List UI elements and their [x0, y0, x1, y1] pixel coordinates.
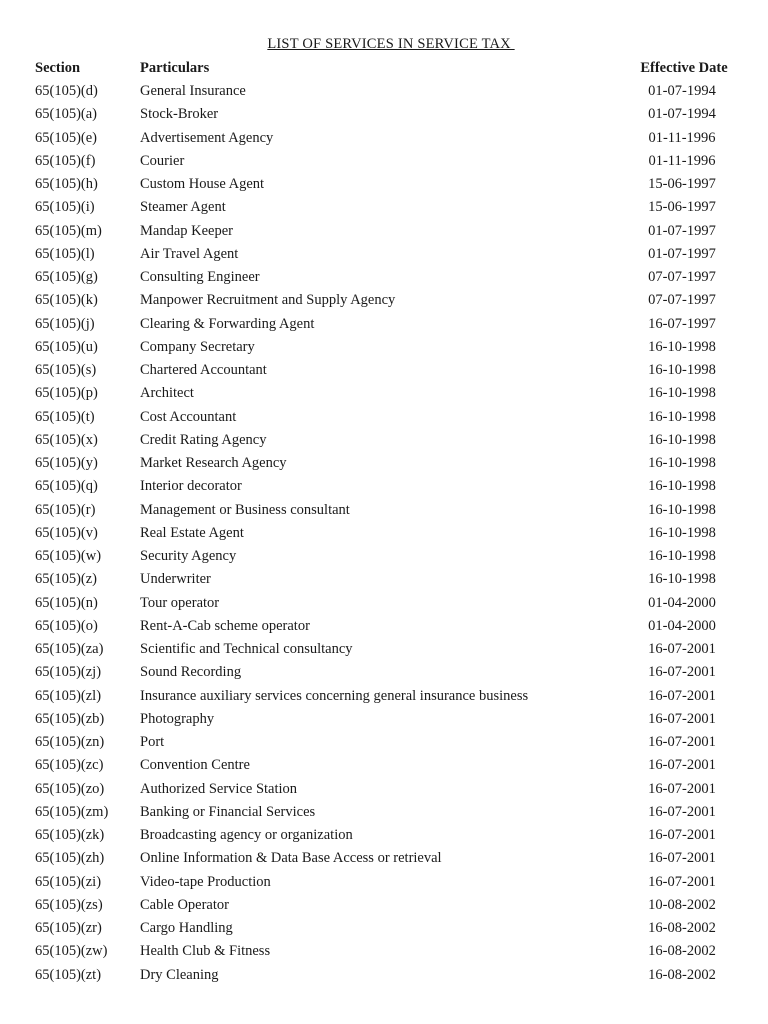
row-effective-date: 16-08-2002	[648, 920, 716, 936]
row-effective-date: 16-10-1998	[648, 431, 716, 448]
row-section: 65(105)(g)	[35, 269, 98, 285]
table-row	[0, 292, 768, 312]
table-row	[0, 83, 768, 103]
row-section: 65(105)(zw)	[35, 943, 108, 960]
table-row	[0, 246, 768, 266]
table-row	[0, 850, 768, 870]
row-effective-date: 16-07-2001	[648, 803, 716, 820]
table-row	[0, 804, 768, 824]
header-effective-date: Effective Date	[640, 60, 728, 76]
table-row	[0, 618, 768, 638]
row-section: 65(105)(zk)	[35, 827, 105, 843]
document-title: LIST OF SERVICES IN SERVICE TAX	[267, 36, 515, 52]
row-particulars: Health Club & Fitness	[140, 943, 271, 960]
row-effective-date: 01-04-2000	[648, 617, 716, 634]
row-section: 65(105)(n)	[35, 594, 98, 611]
row-particulars: Scientific and Technical consultancy	[140, 641, 353, 657]
row-effective-date: 01-07-1994	[648, 106, 716, 123]
row-effective-date: 16-10-1998	[648, 408, 716, 425]
row-section: 65(105)(p)	[35, 385, 98, 402]
row-particulars: Tour operator	[140, 594, 220, 611]
table-row	[0, 664, 768, 684]
table-row	[0, 223, 768, 243]
row-particulars: Air Travel Agent	[140, 245, 239, 262]
header-section: Section	[35, 60, 81, 76]
row-effective-date: 15-06-1997	[648, 199, 716, 216]
table-row	[0, 711, 768, 731]
row-effective-date: 10-08-2002	[648, 896, 716, 913]
table-row	[0, 641, 768, 661]
row-particulars: Mandap Keeper	[140, 222, 233, 239]
row-effective-date: 16-07-2001	[648, 757, 716, 774]
row-section: 65(105)(o)	[35, 617, 98, 634]
row-section: 65(105)(z)	[35, 571, 98, 588]
row-effective-date: 07-07-1997	[648, 269, 716, 285]
row-particulars: Insurance auxiliary services concerning general insurance business	[140, 687, 529, 704]
row-particulars: Video-tape Production	[140, 873, 271, 890]
row-particulars: Steamer Agent	[140, 199, 226, 216]
row-effective-date: 16-10-1998	[648, 548, 716, 564]
row-particulars: Online Information & Data Base Access or retrieval	[140, 850, 442, 867]
row-particulars: Custom House Agent	[140, 176, 265, 192]
row-effective-date: 07-07-1997	[648, 292, 716, 309]
row-particulars: Market Research Agency	[140, 455, 287, 471]
row-effective-date: 16-10-1998	[648, 385, 716, 402]
row-effective-date: 16-07-2001	[648, 687, 716, 704]
table-row	[0, 409, 768, 429]
row-particulars: Port	[140, 734, 165, 750]
row-section: 65(105)(y)	[35, 455, 98, 471]
row-effective-date: 16-10-1998	[648, 524, 716, 541]
table-row	[0, 153, 768, 173]
row-particulars: Broadcasting agency or organization	[140, 827, 353, 843]
table-row	[0, 385, 768, 405]
table-row	[0, 525, 768, 545]
row-particulars: Credit Rating Agency	[140, 431, 267, 448]
row-effective-date: 15-06-1997	[648, 176, 716, 192]
row-particulars: Management or Business consultant	[140, 501, 350, 518]
row-effective-date: 16-10-1998	[648, 501, 716, 518]
row-particulars: Photography	[140, 710, 215, 727]
row-effective-date: 16-10-1998	[648, 478, 716, 495]
row-particulars: Real Estate Agent	[140, 524, 244, 541]
row-particulars: Cost Accountant	[140, 408, 237, 425]
table-row	[0, 199, 768, 219]
row-section: 65(105)(zb)	[35, 710, 105, 727]
row-effective-date: 16-07-2001	[648, 734, 716, 750]
row-section: 65(105)(u)	[35, 338, 98, 355]
row-section: 65(105)(i)	[35, 199, 95, 216]
table-row	[0, 502, 768, 522]
table-row	[0, 478, 768, 498]
row-section: 65(105)(zs)	[35, 896, 103, 913]
table-row	[0, 827, 768, 847]
row-particulars: Company Secretary	[140, 338, 255, 355]
row-particulars: Banking or Financial Services	[140, 803, 316, 820]
row-section: 65(105)(e)	[35, 129, 98, 146]
row-section: 65(105)(m)	[35, 222, 102, 239]
row-section: 65(105)(zi)	[35, 873, 102, 890]
row-effective-date: 16-07-2001	[648, 664, 716, 681]
row-section: 65(105)(s)	[35, 362, 97, 378]
table-row	[0, 688, 768, 708]
row-particulars: Rent-A-Cab scheme operator	[140, 617, 310, 634]
table-row	[0, 571, 768, 591]
row-section: 65(105)(f)	[35, 152, 96, 169]
row-particulars: Consulting Engineer	[140, 269, 260, 285]
row-section: 65(105)(q)	[35, 478, 98, 495]
table-row	[0, 339, 768, 359]
row-section: 65(105)(x)	[35, 431, 98, 448]
row-particulars: Underwriter	[140, 571, 211, 588]
row-section: 65(105)(a)	[35, 106, 98, 123]
row-effective-date: 16-08-2002	[648, 966, 716, 983]
table-row	[0, 943, 768, 963]
row-particulars: Courier	[140, 152, 185, 169]
row-effective-date: 16-07-2001	[648, 827, 716, 843]
row-section: 65(105)(v)	[35, 524, 98, 541]
table-row	[0, 967, 768, 987]
row-effective-date: 01-11-1996	[648, 152, 716, 169]
row-particulars: Stock-Broker	[140, 106, 219, 123]
table-row	[0, 595, 768, 615]
row-section: 65(105)(h)	[35, 176, 98, 192]
row-section: 65(105)(t)	[35, 408, 95, 425]
row-effective-date: 01-11-1996	[648, 129, 716, 146]
row-particulars: Cargo Handling	[140, 920, 233, 936]
row-effective-date: 16-07-2001	[648, 780, 716, 797]
row-particulars: Convention Centre	[140, 757, 250, 774]
table-row	[0, 548, 768, 568]
row-effective-date: 16-10-1998	[648, 362, 716, 378]
row-particulars: Security Agency	[140, 548, 237, 564]
row-section: 65(105)(zh)	[35, 850, 105, 867]
row-section: 65(105)(zm)	[35, 803, 109, 820]
row-effective-date: 16-08-2002	[648, 943, 716, 960]
row-particulars: Interior decorator	[140, 478, 242, 495]
row-particulars: Dry Cleaning	[140, 966, 219, 983]
table-row	[0, 176, 768, 196]
row-section: 65(105)(d)	[35, 83, 98, 99]
table-row	[0, 455, 768, 475]
table-row	[0, 130, 768, 150]
row-effective-date: 16-10-1998	[648, 571, 716, 588]
row-section: 65(105)(zt)	[35, 966, 102, 983]
table-row	[0, 920, 768, 940]
header-particulars: Particulars	[140, 60, 210, 76]
row-particulars: Architect	[140, 385, 194, 402]
table-row	[0, 316, 768, 336]
table-row	[0, 734, 768, 754]
row-effective-date: 16-07-2001	[648, 641, 716, 657]
row-section: 65(105)(l)	[35, 245, 95, 262]
table-row	[0, 874, 768, 894]
table-row	[0, 106, 768, 126]
row-particulars: Manpower Recruitment and Supply Agency	[140, 292, 396, 309]
row-effective-date: 01-04-2000	[648, 594, 716, 611]
table-row	[0, 897, 768, 917]
row-effective-date: 01-07-1997	[648, 245, 716, 262]
row-effective-date: 01-07-1997	[648, 222, 716, 239]
row-particulars: Cable Operator	[140, 896, 229, 913]
row-particulars: General Insurance	[140, 83, 246, 99]
row-particulars: Advertisement Agency	[140, 129, 274, 146]
row-section: 65(105)(k)	[35, 292, 98, 309]
row-effective-date: 01-07-1994	[648, 83, 716, 99]
row-section: 65(105)(j)	[35, 315, 95, 332]
table-row	[0, 269, 768, 289]
row-effective-date: 16-10-1998	[648, 338, 716, 355]
table-row	[0, 432, 768, 452]
row-effective-date: 16-07-1997	[648, 315, 716, 332]
table-header-row	[0, 60, 768, 80]
row-section: 65(105)(zn)	[35, 734, 105, 750]
row-section: 65(105)(zr)	[35, 920, 102, 936]
row-particulars: Authorized Service Station	[140, 780, 298, 797]
row-section: 65(105)(zl)	[35, 687, 102, 704]
row-effective-date: 16-07-2001	[648, 873, 716, 890]
row-effective-date: 16-07-2001	[648, 850, 716, 867]
row-section: 65(105)(za)	[35, 641, 104, 657]
row-section: 65(105)(r)	[35, 501, 96, 518]
table-row	[0, 362, 768, 382]
row-section: 65(105)(zo)	[35, 780, 105, 797]
table-row	[0, 781, 768, 801]
row-section: 65(105)(zj)	[35, 664, 102, 681]
row-effective-date: 16-10-1998	[648, 455, 716, 471]
row-effective-date: 16-07-2001	[648, 710, 716, 727]
row-section: 65(105)(zc)	[35, 757, 104, 774]
row-particulars: Sound Recording	[140, 664, 242, 681]
row-particulars: Clearing & Forwarding Agent	[140, 315, 315, 332]
row-particulars: Chartered Accountant	[140, 362, 267, 378]
table-row	[0, 757, 768, 777]
row-section: 65(105)(w)	[35, 548, 102, 564]
